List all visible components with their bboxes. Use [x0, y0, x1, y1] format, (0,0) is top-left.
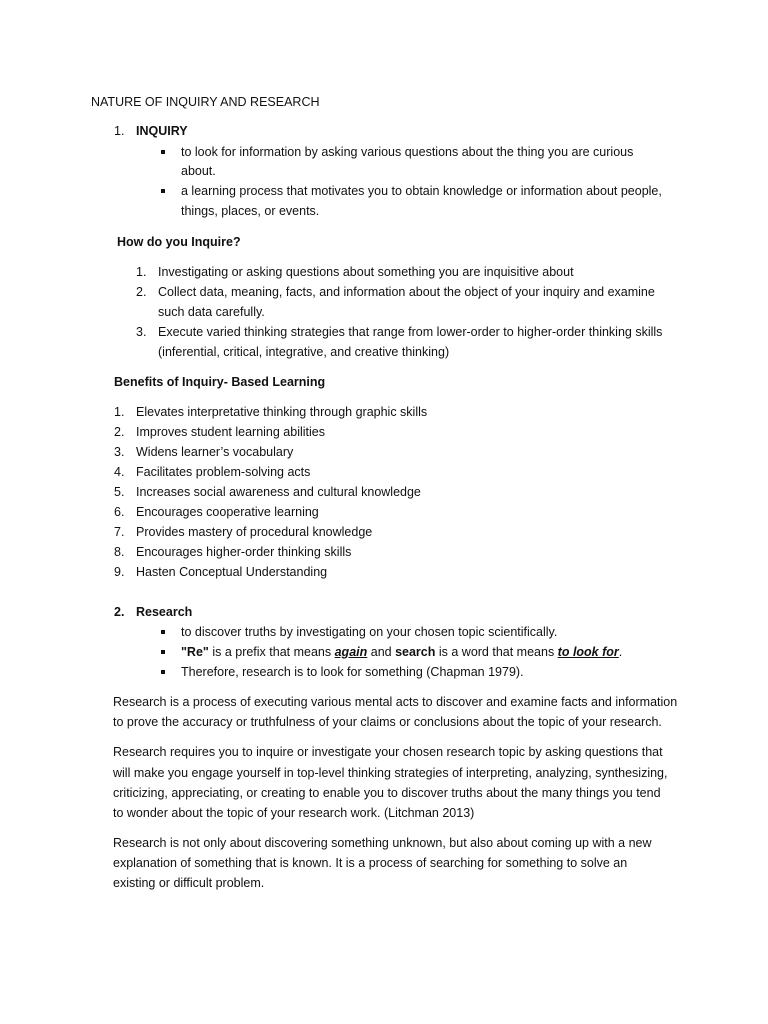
list-number: 2. — [114, 425, 125, 439]
research-bullet: Therefore, research is to look for something (Chapman 1979). — [181, 665, 524, 679]
paragraph-line: to wonder about the topic of your research work. (Litchman 2013) — [113, 806, 475, 820]
how-item-line: Collect data, meaning, facts, and information about the object of your inquiry and examine — [158, 285, 655, 299]
list-number: 6. — [114, 505, 125, 519]
list-number: 2. — [136, 285, 147, 299]
benefit-item: Encourages higher-order thinking skills — [136, 545, 352, 559]
how-heading: How do you Inquire? — [117, 235, 241, 249]
how-item-line: (inferential, critical, integrative, and creative thinking) — [158, 345, 450, 359]
benefit-item: Increases social awareness and cultural knowledge — [136, 485, 421, 499]
list-number: 3. — [114, 445, 125, 459]
research-bullet: to discover truths by investigating on your chosen topic scientifically. — [181, 625, 558, 639]
list-number: 3. — [136, 325, 147, 339]
list-number: 1. — [136, 265, 147, 279]
benefits-heading: Benefits of Inquiry- Based Learning — [114, 375, 326, 389]
list-number: 1. — [114, 405, 125, 419]
benefit-item: Hasten Conceptual Understanding — [136, 565, 328, 579]
list-number: 7. — [114, 525, 125, 539]
how-item-line: Execute varied thinking strategies that range from lower-order to higher-order thinking skills — [158, 325, 663, 339]
paragraph-line: explanation of something that is known. It is a process of searching for something to solve an — [113, 856, 628, 870]
research-bullet-definition: "Re" is a prefix that means again and search is a word that means to look for. — [181, 645, 623, 659]
paragraph-line: Research is a process of executing various mental acts to discover and examine facts and information — [113, 695, 678, 709]
bullet-marker — [161, 150, 165, 154]
benefit-item: Improves student learning abilities — [136, 425, 325, 439]
again-term: again — [334, 645, 368, 659]
look-for-term: to look for — [557, 645, 619, 659]
benefit-item: Elevates interpretative thinking through graphic skills — [136, 405, 428, 419]
bullet-marker — [161, 189, 165, 193]
inquiry-bullet-line: to look for information by asking various questions about the thing you are curious — [181, 145, 634, 159]
research-heading: Research — [136, 605, 193, 619]
bullet-marker — [161, 650, 165, 654]
paragraph-line: Research requires you to inquire or investigate your chosen research topic by asking questions that — [113, 745, 663, 759]
list-number: 4. — [114, 465, 125, 479]
how-item-line: such data carefully. — [158, 305, 265, 319]
re-term: "Re" — [181, 645, 209, 659]
benefit-item: Provides mastery of procedural knowledge — [136, 525, 373, 539]
section-number: 2. — [114, 605, 125, 619]
benefit-item: Encourages cooperative learning — [136, 505, 319, 519]
paragraph-line: existing or difficult problem. — [113, 876, 265, 890]
inquiry-bullet-line: a learning process that motivates you to obtain knowledge or information about people, — [181, 184, 662, 198]
benefit-item: Widens learner’s vocabulary — [136, 445, 294, 459]
list-number: 8. — [114, 545, 125, 559]
list-number: 5. — [114, 485, 125, 499]
inquiry-heading: INQUIRY — [136, 124, 188, 138]
bullet-marker — [161, 630, 165, 634]
paragraph-line: Research is not only about discovering something unknown, but also about coming up with a new — [113, 836, 652, 850]
inquiry-bullet-line: about. — [181, 164, 216, 178]
search-term: search — [395, 645, 436, 659]
document-title: NATURE OF INQUIRY AND RESEARCH — [91, 95, 320, 109]
benefit-item: Facilitates problem-solving acts — [136, 465, 311, 479]
paragraph-line: to prove the accuracy or truthfulness of your claims or conclusions about the topic of your research. — [113, 715, 662, 729]
how-item-line: Investigating or asking questions about something you are inquisitive about — [158, 265, 574, 279]
paragraph-line: will make you engage yourself in top-level thinking strategies of interpreting, analyzing, synthesizing, — [113, 766, 668, 780]
section-number: 1. — [114, 124, 125, 138]
inquiry-bullet-line: things, places, or events. — [181, 204, 320, 218]
list-number: 9. — [114, 565, 125, 579]
bullet-marker — [161, 670, 165, 674]
paragraph-line: criticizing, appreciating, or creating to enable you to discover truths about the many things you tend — [113, 786, 661, 800]
